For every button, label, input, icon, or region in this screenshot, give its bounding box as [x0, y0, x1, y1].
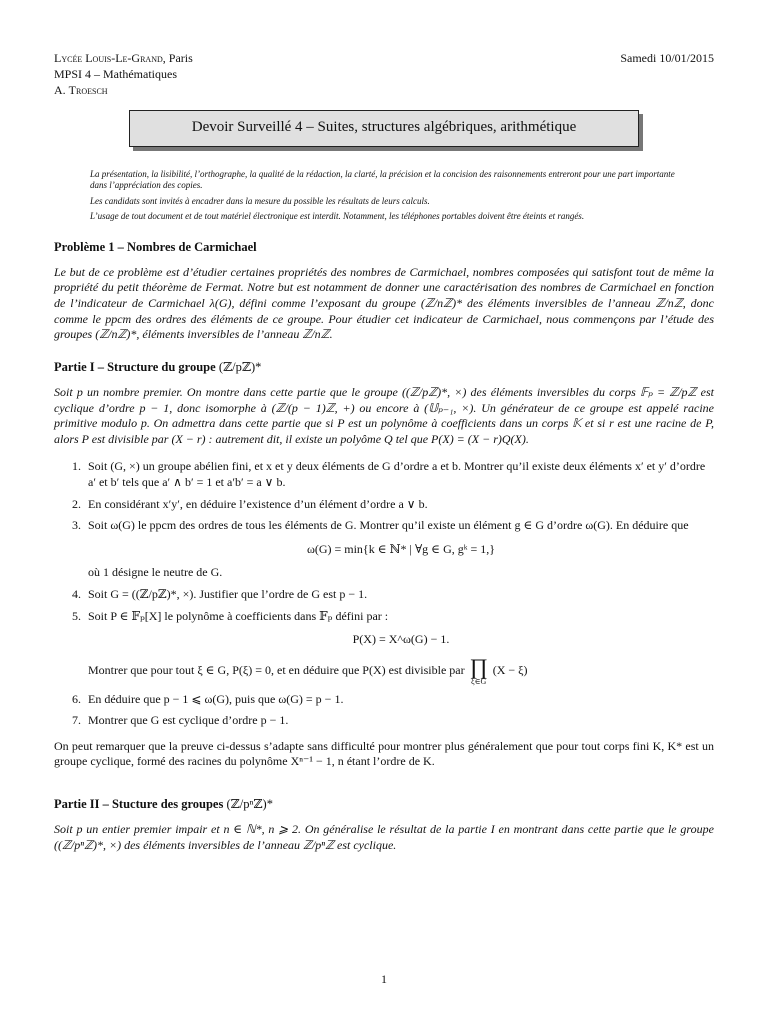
product-symbol — [469, 653, 488, 686]
problem-intro: Le but de ce problème est d’étudier certaines propriétés des nombres de Carmichael, nombres composées qui satisfont tout de même la propriété du petit théorème de Fermat. Notre but est notamment de donner une caractérisation des nombres de Carmichael en fonction de l’indicateur de Carmichael λ(G), défini comme l’exposant du groupe (ℤ/nℤ)* des éléments inversibles de l’anneau ℤ/nℤ, donc comme le ppcm des ordres des éléments de ce groupe. Pour étudier cet indicateur de Carmichael, nous commençons par l’étude des groupes (ℤ/nℤ)*, éléments inversibles de l’anneau ℤ/nℤ. — [54, 264, 714, 342]
question-4: 4. Soit G = ((ℤ/pℤ)*, ×). Justifier que l’ordre de G est p − 1. — [84, 587, 714, 603]
question-2: 2. En considérant x′y′, en déduire l’existence d’un élément d’ordre a ∨ b. — [84, 497, 714, 513]
instruction-presentation: La présentation, la lisibilité, l’orthographe, la qualité de la rédaction, la clarté, la précision et la concision des raisonnements entreront pour une part importante dans l’appréciation des copies. — [90, 168, 675, 190]
product-term: (X − ξ) — [492, 662, 528, 677]
part2-label: Partie II – — [54, 797, 112, 812]
part1-remark: On peut remarquer que la preuve ci-dessus s’adapte sans difficulté pour montrer plus généralement que pour tout corps fini K, K* est un groupe cyclique, formé des racines du polynôme Xⁿ⁻¹ − 1, n étant l’ordre de K. — [54, 738, 714, 769]
page — [54, 50, 714, 854]
part1-title: Structure du groupe — [107, 359, 216, 374]
exam-date: Samedi 10/01/2015 — [620, 51, 714, 65]
part2-title: Stucture des groupes — [111, 797, 224, 812]
question-5-equation: P(X) = X^ω(G) − 1. — [352, 632, 450, 647]
problem-heading — [54, 239, 714, 255]
header-left — [54, 50, 193, 98]
title-box — [129, 110, 639, 147]
exam-title: Devoir Surveillé 4 – Suites, structures algébriques, arithmétique — [129, 110, 639, 147]
instructions — [90, 169, 690, 223]
part2-intro: Soit p un entier premier impair et n ∈ ℕ*, n ⩾ 2. On généralise le résultat de la partie I en montrant dans cette partie que le groupe ((ℤ/pⁿℤ)*, ×) des éléments inversibles de l’anneau ℤ/pⁿℤ est cyclique. — [54, 822, 714, 852]
question-5 — [84, 609, 714, 686]
instruction-devices: L’usage de tout document et de tout matériel électronique est interdit. Notamment, les téléphones portables doivent être éteints et rangés. — [90, 211, 585, 221]
question-5-text: Soit P ∈ 𝔽ₚ[X] le polynôme à coefficients dans 𝔽ₚ défini par : — [88, 608, 389, 623]
question-5-conclusion: Montrer que pour tout ξ ∈ G, P(ξ) = 0, et en déduire que P(X) est divisible par — [88, 662, 465, 677]
author-name: Troesch — [68, 83, 108, 97]
author-initial: A. — [54, 83, 69, 97]
product-index: ξ∈G — [471, 676, 487, 686]
question-6: 6. En déduire que p − 1 ⩽ ω(G), puis que ω(G) = p − 1. — [84, 692, 714, 708]
problem-title: Nombres de Carmichael — [127, 239, 257, 254]
part2-heading — [54, 796, 714, 812]
school-line — [54, 50, 193, 66]
part1-group: (ℤ/pℤ)* — [215, 359, 262, 374]
product-sign: ∏ — [469, 653, 488, 679]
question-3-text: Soit ω(G) le ppcm des ordres de tous les éléments de G. Montrer qu’il existe un élément g ∈ G d’ordre ω(G). En déduire que — [88, 518, 689, 533]
question-7: 7. Montrer que G est cyclique d’ordre p − 1. — [84, 713, 714, 729]
school-city: , Paris — [162, 51, 193, 65]
question-3-note: où 1 désigne le neutre de G. — [88, 565, 223, 580]
part1-intro: Soit p un nombre premier. On montre dans cette partie que le groupe ((ℤ/pℤ)*, ×) des éléments inversibles du corps 𝔽ₚ = ℤ/pℤ est cyclique d’ordre p − 1, donc isomorphe à (ℤ/(p − 1)ℤ, +) ou encore à (𝕌ₚ₋₁, ×). Un générateur de ce groupe est appelé racine primitive modulo p. On admettra dans cette partie que si P est un polynôme à coefficients dans un corps 𝕂 et si r est une racine de P, alors P est divisible par (X − r) : autrement dit, il existe un polyôme Q tel que P(X) = (X − r)Q(X). — [54, 384, 714, 446]
part1-heading — [54, 359, 714, 375]
author-line — [54, 82, 193, 98]
header — [54, 50, 714, 98]
question-3 — [84, 518, 714, 581]
part1-label: Partie I – — [54, 359, 108, 374]
question-3-equation: ω(G) = min{k ∈ ℕ* | ∀g ∈ G, gᵏ = 1,} — [306, 541, 496, 556]
question-1: 1. Soit (G, ×) un groupe abélien fini, et x et y deux éléments de G d’ordre a et b. Montrer qu’il existe deux éléments x′ et y′ d’ordre a′ et b′ tels que a′ ∧ b′ = 1 et a′b′ = a ∨ b. — [84, 459, 714, 490]
instruction-framing: Les candidats sont invités à encadrer dans la mesure du possible les résultats de leurs calculs. — [90, 195, 430, 206]
part2-group: (ℤ/pⁿℤ)* — [223, 797, 273, 812]
school-name: Lycée Louis-Le-Grand — [54, 51, 163, 65]
page-number: 1 — [381, 972, 387, 986]
part1-questions — [54, 459, 714, 729]
class-line: MPSI 4 – Mathématiques — [54, 67, 177, 81]
problem-label: Problème 1 – — [54, 239, 128, 254]
